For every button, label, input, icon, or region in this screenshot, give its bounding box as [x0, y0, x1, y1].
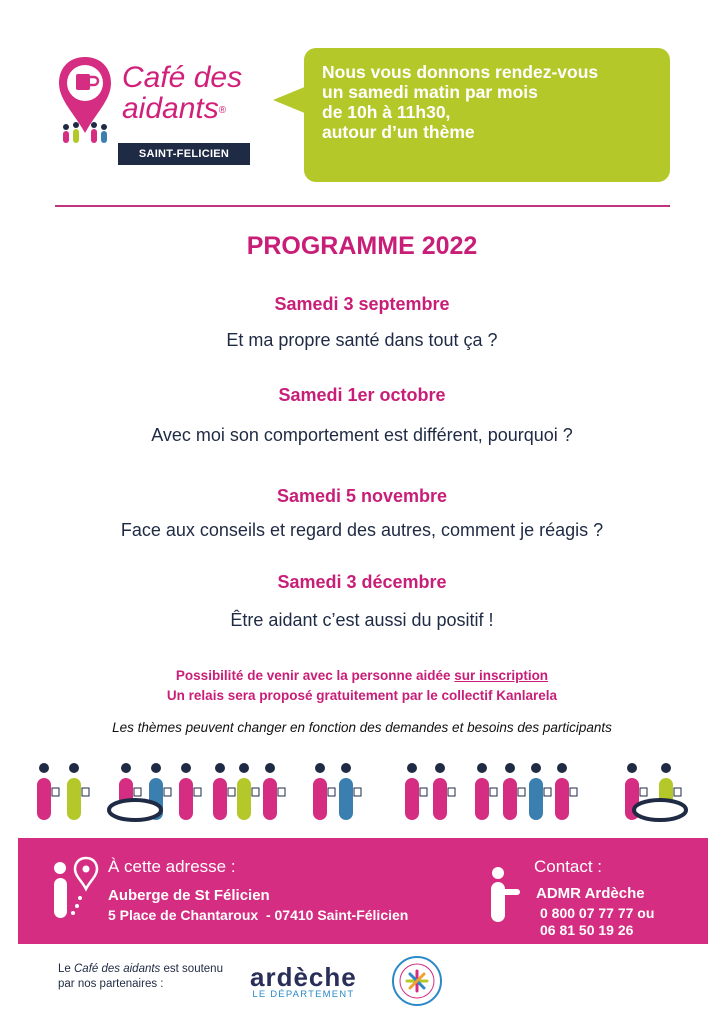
- people-illustration-icon: [30, 758, 694, 828]
- logo-line1: Café des: [122, 61, 243, 94]
- contact-phone: 0 800 07 77 77 ou: [540, 905, 655, 921]
- speech-bubble-tail-icon: [273, 86, 307, 114]
- partners-text-italic: Café des aidants: [74, 963, 161, 975]
- bubble-line: de 10h à 11h30,: [322, 102, 451, 122]
- partners-text: [58, 962, 228, 992]
- registered-mark: ®: [218, 105, 227, 116]
- logo-location-badge: SAINT-FELICIEN: [118, 143, 250, 165]
- session-theme: Être aidant c’est aussi du positif !: [230, 610, 494, 630]
- programme-title: PROGRAMME 2022: [246, 232, 478, 260]
- themes-disclaimer: Les thèmes peuvent changer en fonction des demandes et besoins des participants: [112, 720, 612, 735]
- bubble-line: Nous vous donnons rendez-vous: [322, 62, 599, 82]
- contact-organisation: ADMR Ardèche: [536, 885, 645, 902]
- bubble-line: autour d’un thème: [322, 122, 475, 142]
- contact-phone: 06 81 50 19 26: [540, 922, 634, 938]
- partners-text-prefix: Le: [58, 963, 74, 975]
- registration-note-text: Possibilité de venir avec la personne aidée: [175, 668, 455, 683]
- partners-text-suffix: est soutenu par nos partenaires :: [58, 963, 223, 990]
- ardeche-department-label: LE DÉPARTEMENT: [252, 989, 355, 1000]
- ardeche-department-logo: [250, 962, 357, 1000]
- session-date: Samedi 5 novembre: [276, 486, 448, 506]
- cafe-des-aidants-logo-icon: [56, 55, 114, 145]
- session-theme: Avec moi son comportement est différent, pourquoi ?: [151, 425, 573, 445]
- session-theme: Et ma propre santé dans tout ça ?: [226, 330, 498, 350]
- address-venue: Auberge de St Félicien: [108, 887, 270, 904]
- partner-seal-logo-icon: [391, 955, 443, 1007]
- bubble-text: [322, 62, 662, 142]
- session-theme: Face aux conseils et regard des autres, comment je réagis ?: [120, 520, 604, 540]
- session-date: Samedi 3 septembre: [274, 294, 450, 314]
- registration-note: [0, 668, 724, 683]
- address-label: À cette adresse :: [108, 857, 236, 876]
- session-date: Samedi 3 décembre: [277, 572, 447, 592]
- ardeche-wordmark: ardèche: [250, 962, 357, 992]
- header-divider: [55, 205, 670, 207]
- contact-label: Contact :: [534, 857, 603, 876]
- logo-wordmark: [122, 62, 242, 124]
- bubble-line: un samedi matin par mois: [322, 82, 538, 102]
- location-person-icon: [50, 856, 100, 926]
- contact-person-icon: [484, 865, 530, 925]
- address-street: 5 Place de Chantaroux - 07410 Saint-Félicien: [108, 907, 409, 923]
- relay-note: Un relais sera proposé gratuitement par le collectif Kanlarela: [166, 688, 558, 703]
- logo-line2: aidants: [122, 92, 219, 125]
- session-date: Samedi 1er octobre: [278, 385, 446, 405]
- registration-link[interactable]: sur inscription: [454, 668, 549, 683]
